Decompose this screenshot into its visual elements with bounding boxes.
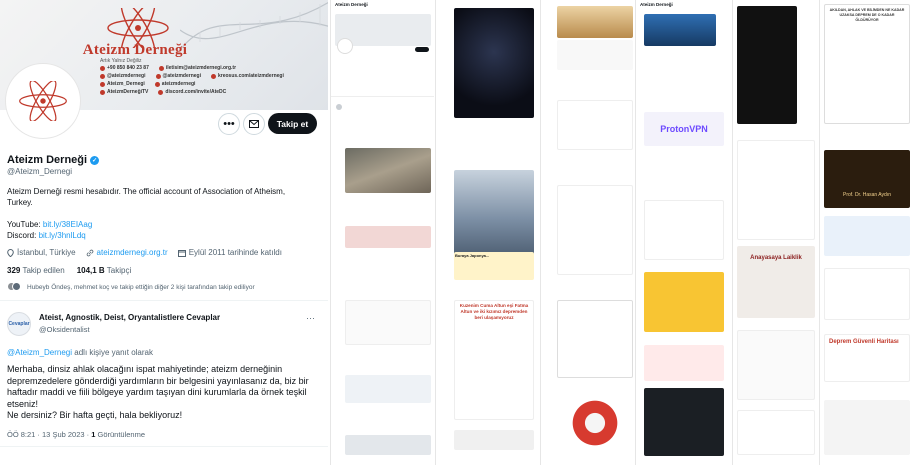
atom-avatar-icon: [15, 81, 71, 121]
email-link: iletisim@ateizmdernegi.org.tr: [159, 64, 236, 72]
website: [86, 248, 168, 257]
reply-context: [7, 348, 153, 357]
follow-counts: [7, 266, 131, 275]
col1-follow: [415, 47, 429, 52]
banner-title: Ateizm Derneği: [82, 42, 188, 58]
followed-by-text: Hubeyb Öndeş, mehmet koç ve takip ettiğin diğer 2 kişi tarafından takip ediliyor: [27, 284, 255, 291]
col1-red-card: [345, 226, 431, 248]
follow-button[interactable]: Takip et: [268, 113, 317, 134]
col5-card: [737, 330, 815, 400]
col6-table: [824, 216, 910, 256]
tweet-author-name[interactable]: Ateist, Agnostik, Deist, Oryantalistlere Cevaplar: [39, 313, 221, 322]
youtube-link: AteizmDerneğiTV: [100, 88, 148, 96]
collage-column-3: [540, 0, 634, 465]
col4-card: [644, 200, 724, 260]
profile-links: [7, 219, 92, 241]
col4-card-2: [644, 345, 724, 381]
dna-graphic: [180, 0, 328, 60]
col6-deprem-map: Deprem Güvenli Haritası: [824, 334, 910, 382]
website-link[interactable]: ateizmdernegi.org.tr: [96, 248, 168, 257]
col6-article: AKILDAN, AHLAK VE BİLİMDEN NE KADAR UZAKSA DEPREM DE O KADAR ÖLDÜRÜYOR: [824, 4, 910, 124]
col2-dark-video: [454, 8, 534, 118]
col4-dark-video: [644, 388, 724, 456]
divider-bottom: [0, 446, 328, 447]
banner-subtitle: Artık Yalnız Değiliz: [100, 58, 142, 64]
col3-red-logo: [557, 392, 633, 454]
col1-tweet-avatar: [336, 104, 342, 110]
tweet-time[interactable]: ÖÖ 8:21 · 13 Şub 2023 ·: [7, 430, 90, 439]
col4-yellow-poster: [644, 272, 724, 332]
kreosus-link: kreosus.com/ateizmdernegi: [211, 72, 284, 80]
col3-long-tweet: [557, 185, 633, 275]
profile-bio: Ateizm Derneği resmi hesabıdır. The official account of Association of Atheism, Turkey.: [7, 187, 286, 207]
verified-icon: ✓: [92, 157, 98, 164]
col5-laiklik-card: Anayasaya Laiklik: [737, 246, 815, 318]
divider: [0, 300, 328, 301]
col6-card-2: [824, 400, 910, 455]
facebook-link: Ateizm_Dernegi: [100, 80, 145, 88]
location-pin-icon: [7, 249, 14, 257]
col1-title: Ateizm Derneği: [335, 2, 368, 7]
collage-column-6: [819, 0, 913, 465]
col1-tabs-line: [331, 96, 434, 97]
tweet-author-handle[interactable]: @Oksidentalist: [39, 325, 90, 334]
col2-japan-caption: Buraya Japonya...: [454, 252, 534, 280]
col3-deprem-list: [557, 300, 633, 378]
col1-text-card: [345, 300, 431, 345]
col1-rubble-image: [345, 148, 431, 193]
views-count: 1: [91, 430, 96, 439]
instagram-link: @ateizmdernegi: [156, 72, 202, 80]
col2-card: [454, 430, 534, 450]
discord-link: discord.com/invite/AteDC: [158, 88, 226, 96]
views-label: Görüntülenme: [97, 430, 146, 439]
collage-column-1: [330, 0, 434, 465]
col1-card: [345, 375, 431, 403]
tweet-text: Merhaba, dinsiz ahlak olacağını ispat mahiyetinde; ateizm derneğinin depremzedelere gönderdiği yardımların bir belgesini yayınlasanız da, biz bir haftadır maddi ve fiili bölgeye yardım taşıyan dini kurumlarla da örnek teşkil etseniz! Ne dersiniz? Bir hafta geçti, hala bekliyoruz!: [7, 364, 309, 420]
phone-link: +90 850 840 23 87: [100, 64, 149, 72]
tweet-author-avatar[interactable]: Cevaplar: [7, 312, 31, 336]
telegram-link: ateizmdernegi: [155, 80, 196, 88]
profile-avatar[interactable]: [6, 64, 80, 138]
col1-avatar: [337, 38, 353, 54]
profile-column: [0, 0, 328, 465]
profile-meta: [7, 248, 282, 257]
profile-name: [7, 154, 99, 166]
link-icon: [86, 249, 94, 257]
tweet-more-icon[interactable]: ···: [306, 313, 315, 323]
col4-vpn-card: ProtonVPN: [644, 112, 724, 146]
discord-label: Discord:: [7, 231, 37, 240]
col3-box-image: [557, 6, 633, 38]
banner-links: [100, 64, 326, 96]
followers-count[interactable]: 104,1 B Takipçi: [76, 266, 132, 275]
more-icon: •••: [223, 118, 235, 130]
following-count[interactable]: 329 Takip edilen: [7, 266, 65, 275]
profile-name-text: Ateizm Derneği: [7, 154, 88, 166]
tweet-meta: [7, 430, 145, 439]
location: İstanbul, Türkiye: [7, 248, 76, 257]
col5-card-2: [737, 410, 815, 455]
joined-date: Eylül 2011 tarihinde katıldı: [178, 248, 282, 257]
col5-black-notice: [737, 6, 797, 124]
col5-text-card: [737, 140, 815, 240]
col4-title: Ateizm Derneği: [640, 2, 673, 7]
collage-column-5: [732, 0, 818, 465]
twitter-link: @ateizmdernegi: [100, 72, 146, 80]
col3-text-card: [557, 100, 633, 150]
youtube-label: YouTube:: [7, 220, 41, 229]
envelope-icon: [249, 120, 259, 128]
follower-avatars: [7, 282, 17, 293]
collage-column-4: [635, 0, 731, 465]
youtube-link[interactable]: bit.ly/38EIAag: [42, 220, 93, 229]
discord-link[interactable]: bit.ly/3hnlLdq: [38, 231, 86, 240]
reply-to-suffix: adlı kişiye yanıt olarak: [74, 348, 153, 357]
calendar-icon: [178, 249, 186, 257]
col1-card-2: [345, 435, 431, 455]
col6-card: [824, 268, 910, 320]
message-button[interactable]: [243, 113, 265, 135]
collage-column-2: [435, 0, 539, 465]
col4-photo: [644, 14, 716, 46]
profile-handle: @Ateizm_Dernegi: [7, 167, 73, 176]
followed-by[interactable]: [7, 282, 255, 293]
col6-prof-card: Prof. Dr. Hasan Aydın: [824, 150, 910, 208]
timeline-collage: [330, 0, 913, 465]
more-options-button[interactable]: [218, 113, 240, 135]
col3-card: [557, 40, 633, 70]
reply-to-handle[interactable]: @Ateizm_Dernegi: [7, 348, 73, 357]
col2-missing-notice: Kuzenim Cuma Altun eşi Fatma Altun ve iki kızımız depremden beri ulaşamıyoruz: [454, 300, 534, 420]
